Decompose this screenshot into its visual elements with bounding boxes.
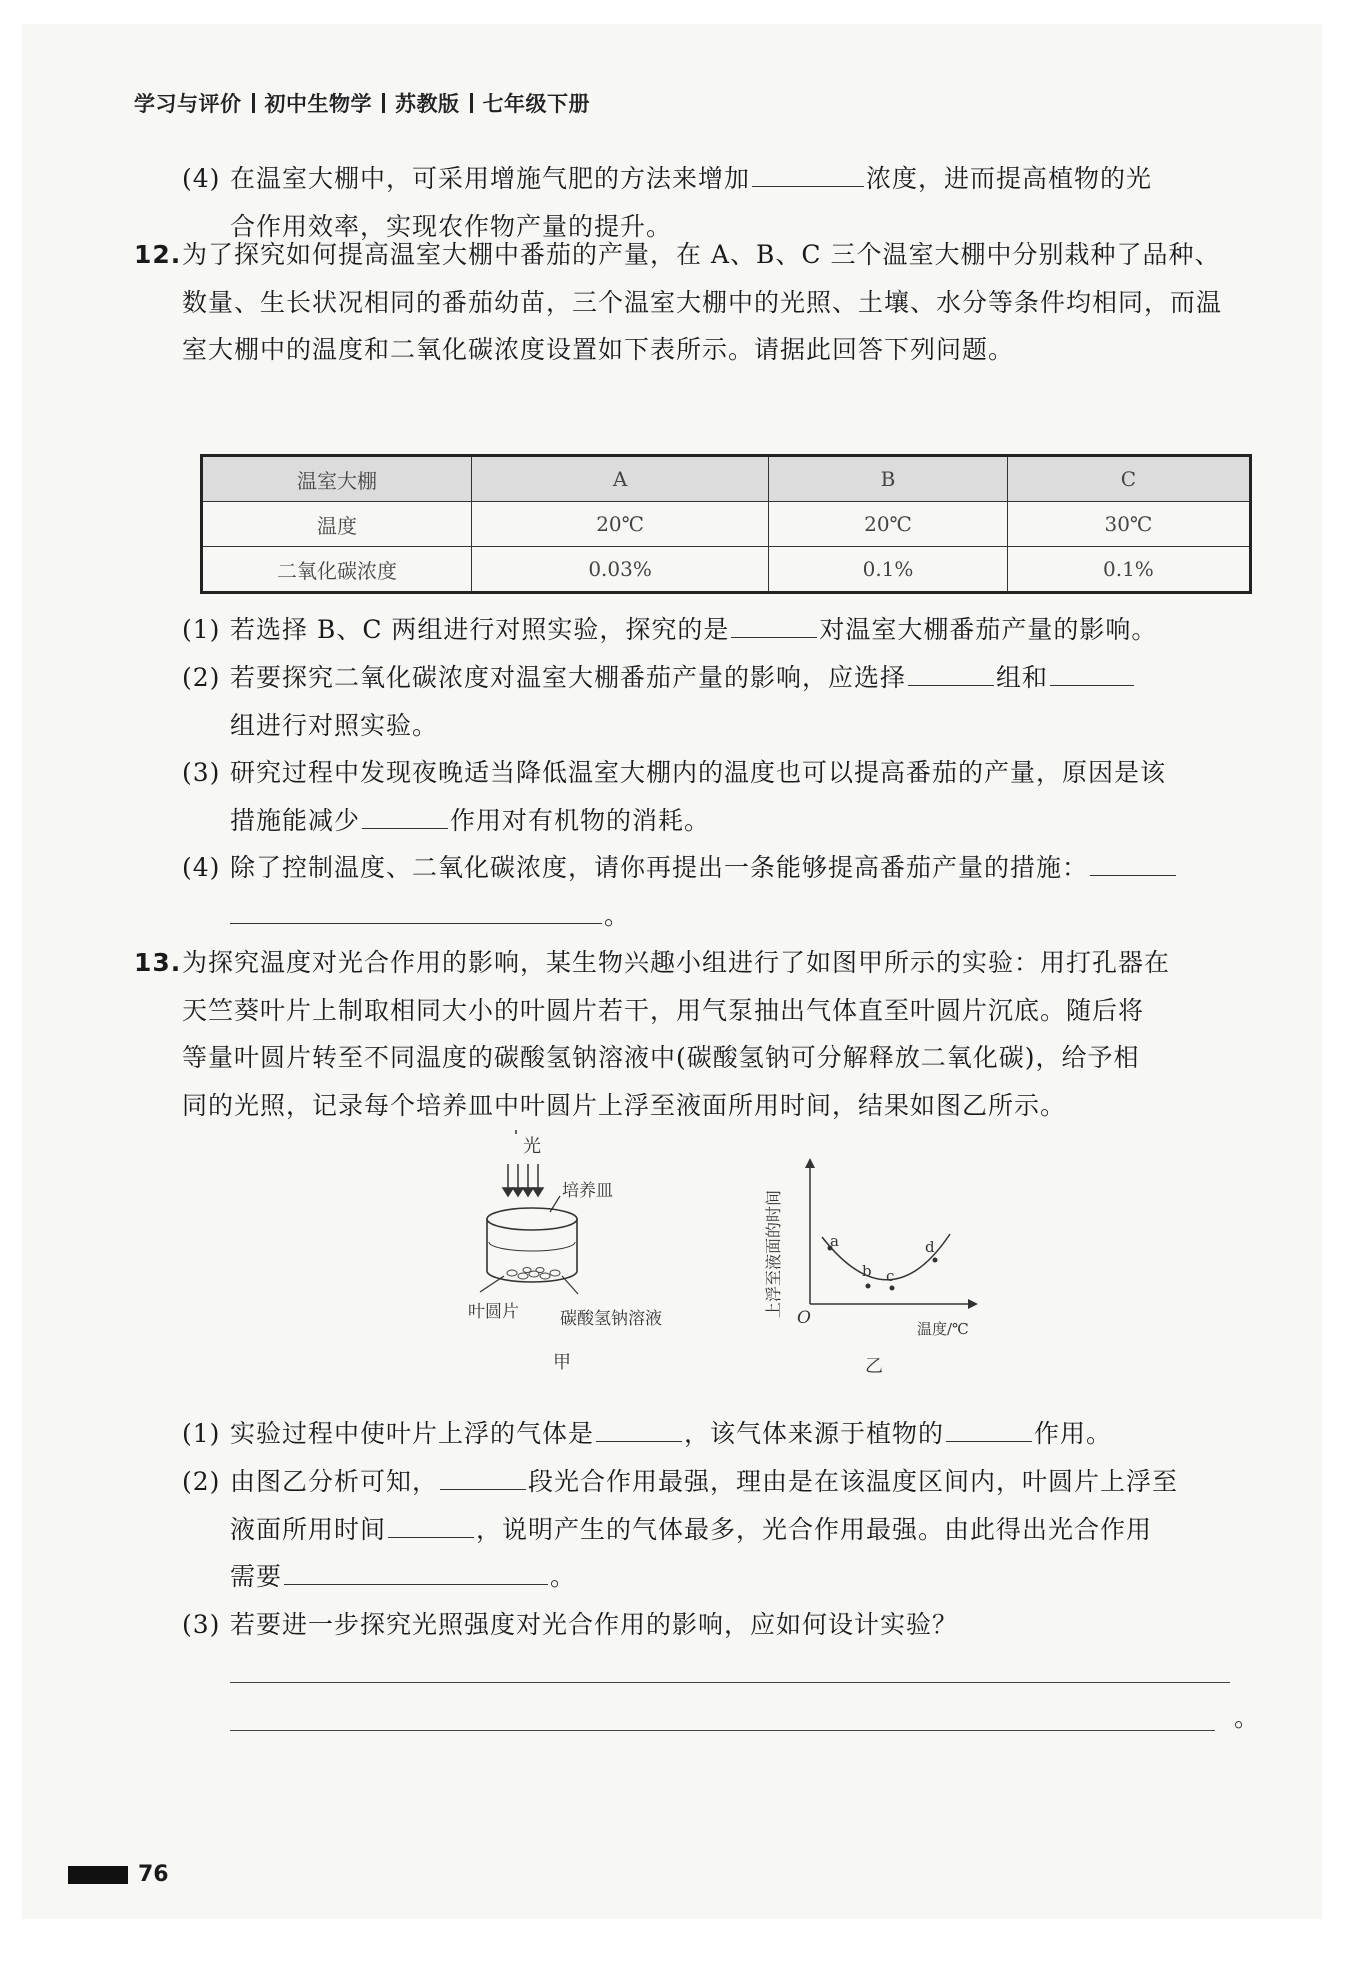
table-header-cell: B bbox=[769, 456, 1008, 502]
answer-blank[interactable] bbox=[596, 1413, 682, 1442]
sub-text: 。 bbox=[550, 1562, 577, 1591]
point-label-d: d bbox=[925, 1238, 935, 1256]
sub-text: 措施能减少 bbox=[230, 805, 361, 835]
sentence-end: 。 bbox=[1234, 1703, 1261, 1732]
point-b bbox=[866, 1284, 871, 1289]
page-number: 76 bbox=[138, 1862, 169, 1887]
y-axis-arrow-icon bbox=[805, 1158, 815, 1168]
q13-sub1 bbox=[182, 1410, 1252, 1458]
table-cell: 0.03% bbox=[472, 547, 769, 593]
table-cell: 温度 bbox=[202, 502, 472, 547]
question-text: 同的光照，记录每个培养皿中叶圆片上浮至液面所用时间，结果如图乙所示。 bbox=[182, 1090, 1067, 1120]
answer-blank[interactable] bbox=[388, 1509, 474, 1538]
question-text: 室大棚中的温度和二氧化碳浓度设置如下表所示。请据此回答下列问题。 bbox=[182, 335, 1015, 364]
figure-yi bbox=[764, 1158, 978, 1377]
answer-blank[interactable] bbox=[946, 1413, 1032, 1442]
sub-text: 需要 bbox=[230, 1562, 283, 1591]
answer-line[interactable] bbox=[230, 1730, 1215, 1731]
sub-text: 对温室大棚番茄产量的影响。 bbox=[819, 615, 1158, 644]
sub-text: 实验过程中使叶片上浮的气体是 bbox=[230, 1419, 595, 1448]
sub-label: (3) bbox=[182, 758, 221, 787]
label-light: 光 bbox=[523, 1136, 541, 1157]
sub-text: 研究过程中发现夜晚适当降低温室大棚内的温度也可以提高番茄的产量，原因是该 bbox=[230, 758, 1167, 787]
header-series: 学习与评价 bbox=[134, 92, 242, 116]
sub-text: 若要探究二氧化碳浓度对温室大棚番茄产量的影响，应选择 bbox=[230, 663, 907, 692]
question-number: 12. bbox=[134, 240, 182, 269]
table-cell: 30℃ bbox=[1007, 502, 1250, 547]
point-d bbox=[933, 1258, 938, 1263]
sub-label: (3) bbox=[182, 1610, 221, 1639]
sub-label: (1) bbox=[182, 1419, 221, 1448]
table-cell: 20℃ bbox=[472, 502, 769, 547]
sub-label: (4) bbox=[182, 853, 221, 882]
experiment-figures bbox=[22, 24, 1322, 1424]
header-grade: 七年级下册 bbox=[482, 92, 590, 116]
caption-yi: 乙 bbox=[865, 1356, 883, 1377]
sub-text: 除了控制温度、二氧化碳浓度，请你再提出一条能够提高番茄产量的措施： bbox=[230, 853, 1089, 882]
sub-text: 。 bbox=[604, 900, 631, 930]
sub-text: 由图乙分析可知， bbox=[230, 1467, 439, 1496]
question-text: 为探究温度对光合作用的影响，某生物兴趣小组进行了如图甲所示的实验：用打孔器在 bbox=[182, 948, 1171, 977]
sub-text: 作用。 bbox=[1034, 1419, 1113, 1448]
sub-text: 作用对有机物的消耗。 bbox=[450, 805, 711, 835]
header-subject: 初中生物学 bbox=[264, 92, 372, 116]
sub-text: 在温室大棚中，可采用增施气肥的方法来增加 bbox=[230, 164, 751, 193]
table-header-cell: 温室大棚 bbox=[202, 456, 472, 502]
table-header-cell: C bbox=[1007, 456, 1250, 502]
answer-line[interactable] bbox=[230, 1682, 1230, 1683]
q13-sub2 bbox=[182, 1458, 1252, 1601]
sub-text: ，说明产生的气体最多，光合作用最强。由此得出光合作用 bbox=[476, 1514, 1153, 1544]
sub-text: 段光合作用最强，理由是在该温度区间内，叶圆片上浮至 bbox=[528, 1467, 1179, 1496]
sub-label: (2) bbox=[182, 1467, 221, 1496]
sub-text: 若要进一步探究光照强度对光合作用的影响，应如何设计实验？ bbox=[230, 1610, 959, 1639]
q13-sub3 bbox=[182, 1601, 1252, 1649]
sub-label: (4) bbox=[182, 164, 221, 193]
leaf-discs-icon bbox=[507, 1268, 560, 1280]
workbook-page bbox=[22, 24, 1322, 1919]
answer-blank[interactable] bbox=[440, 1461, 526, 1490]
sub-text: 浓度，进而提高植物的光 bbox=[866, 164, 1153, 193]
label-leaf-disc: 叶圆片 bbox=[468, 1302, 519, 1322]
sub-label: (1) bbox=[182, 615, 221, 644]
sub-text: 组和 bbox=[996, 663, 1049, 692]
point-label-a: a bbox=[830, 1232, 839, 1250]
answer-blank[interactable] bbox=[284, 1556, 548, 1585]
question-text: 为了探究如何提高温室大棚中番茄的产量，在 A、B、C 三个温室大棚中分别栽种了品种、 bbox=[182, 240, 1221, 269]
footer-bar bbox=[68, 1866, 128, 1884]
question-text: 等量叶圆片转至不同温度的碳酸氢钠溶液中(碳酸氢钠可分解释放二氧化碳)，给予相 bbox=[182, 1043, 1140, 1072]
x-axis-label: 温度/℃ bbox=[917, 1320, 969, 1338]
label-solution: 碳酸氢钠溶液 bbox=[560, 1309, 662, 1329]
header-edition: 苏教版 bbox=[395, 92, 460, 116]
y-axis-label: 上浮至液面的时间 bbox=[764, 1189, 783, 1318]
point-c bbox=[890, 1286, 895, 1291]
sub-text: ，该气体来源于植物的 bbox=[684, 1419, 945, 1448]
question-number: 13. bbox=[134, 948, 182, 977]
sub-text: 合作用效率，实现农作物产量的提升。 bbox=[230, 211, 673, 241]
table-header-cell: A bbox=[472, 456, 769, 502]
point-label-b: b bbox=[862, 1262, 872, 1280]
question-text: 天竺葵叶片上制取相同大小的叶圆片若干，用气泵抽出气体直至叶圆片沉底。随后将 bbox=[182, 995, 1145, 1025]
table-cell: 0.1% bbox=[1007, 547, 1250, 593]
table-cell: 二氧化碳浓度 bbox=[202, 547, 472, 593]
sub-label: (2) bbox=[182, 663, 221, 692]
light-arrows-icon bbox=[503, 1164, 543, 1196]
page-footer bbox=[68, 1862, 169, 1887]
caption-jia: 甲 bbox=[553, 1352, 571, 1373]
sub-text: 液面所用时间 bbox=[230, 1514, 387, 1544]
sub-text: 组进行对照实验。 bbox=[230, 710, 439, 740]
origin-label: O bbox=[797, 1308, 811, 1328]
figure-jia bbox=[468, 1130, 662, 1373]
table-cell: 20℃ bbox=[769, 502, 1008, 547]
x-axis-arrow-icon bbox=[968, 1299, 978, 1309]
label-dish: 培养皿 bbox=[562, 1181, 613, 1201]
question-text: 数量、生长状况相同的番茄幼苗，三个温室大棚中的光照、土壤、水分等条件均相同，而温 bbox=[182, 287, 1223, 317]
point-label-c: c bbox=[886, 1267, 895, 1285]
table-cell: 0.1% bbox=[769, 547, 1008, 593]
sub-text: 若选择 B、C 两组进行对照实验，探究的是 bbox=[230, 615, 730, 644]
